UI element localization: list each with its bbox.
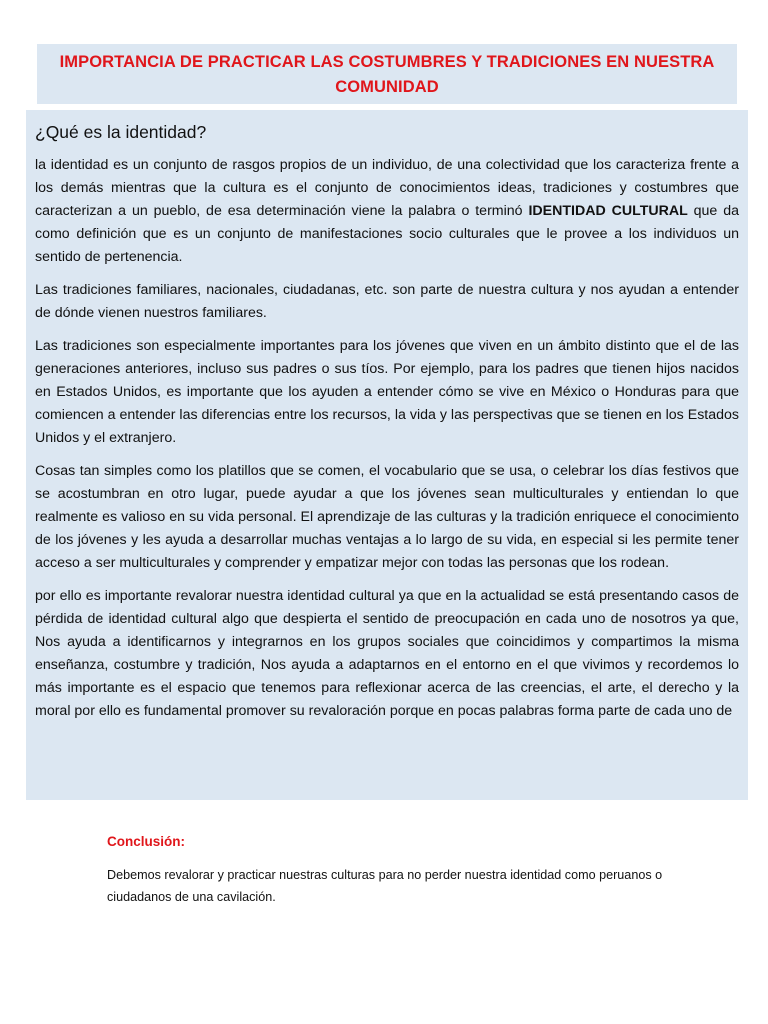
section-question-heading: ¿Qué es la identidad? xyxy=(35,122,207,142)
identidad-cultural-bold-term: IDENTIDAD CULTURAL xyxy=(528,203,688,219)
paragraph-youth-traditions: Las tradiciones son especialmente importantes para los jóvenes que viven en un ámbito distinto que el de las generaciones anteriores, incluso sus padres o sus tíos. Por ejemplo, para los padres que tienen hijos nacidos en Estados Unidos, es importante que los ayuden a entender cómo se vive en México o Honduras para que comiencen a entender las diferencias entre los recursos, la vida y las perspectivas que se tienen en los Estados Unidos y el extranjero. xyxy=(35,338,739,446)
paragraph-identity-text-after: que da como definición que es un conjunto de manifestaciones socio culturales que le provee a los individuos un sentido de pertenencia. xyxy=(35,203,739,265)
conclusion-text: Debemos revalorar y practicar nuestras culturas para no perder nuestra identidad como peruanos o ciudadanos de una cavilación. xyxy=(107,868,663,904)
title-banner xyxy=(37,44,737,104)
document-title: IMPORTANCIA DE PRACTICAR LAS COSTUMBRES Y TRADICIONES EN NUESTRA COMUNIDAD xyxy=(59,53,715,96)
paragraph-identity-definition xyxy=(35,154,739,269)
conclusion-section xyxy=(107,832,667,908)
conclusion-heading: Conclusión: xyxy=(107,834,185,849)
paragraph-family-traditions: Las tradiciones familiares, nacionales, ciudadanas, etc. son parte de nuestra cultura y nos ayudan a entender de dónde vienen nuestros familiares. xyxy=(35,282,739,321)
paragraph-identity-text-before: la identidad es un conjunto de rasgos propios de un individuo, de una colectividad que los caracteriza frente a los demás mientras que la cultura es el conjunto de conocimientos ideas, tradiciones y costumbres que caracterizan a un pueblo, de esa determinación viene la palabra o terminó xyxy=(35,157,739,219)
paragraph-revalue-identity: por ello es importante revalorar nuestra identidad cultural ya que en la actualidad se está presentando casos de pérdida de identidad cultural algo que despierta el sentido de preocupación en cada uno de nosotros ya que, Nos ayuda a identificarnos y integrarnos en los grupos sociales que coincidimos y compartimos la misma enseñanza, costumbre y tradición, Nos ayuda a adaptarnos en el entorno en el que vivimos y recordemos lo más importante es el espacio que tenemos para reflexionar acerca de las creencias, el arte, el derecho y la moral por ello es fundamental promover su revaloración porque en pocas palabras forma parte de cada uno de xyxy=(35,588,739,719)
content-panel xyxy=(26,110,748,800)
paragraph-simple-things: Cosas tan simples como los platillos que se comen, el vocabulario que se usa, o celebrar los días festivos que se acostumbran en otro lugar, puede ayudar a que los jóvenes sean multiculturales y entiendan lo que realmente es valioso en su vida personal. El aprendizaje de las culturas y la tradición enriquece el conocimiento de los jóvenes y les ayuda a desarrollar muchas ventajas a lo largo de su vida, en especial si les permite tener acceso a ser multiculturales y comprender y empatizar mejor con todas las personas que los rodean. xyxy=(35,463,739,571)
